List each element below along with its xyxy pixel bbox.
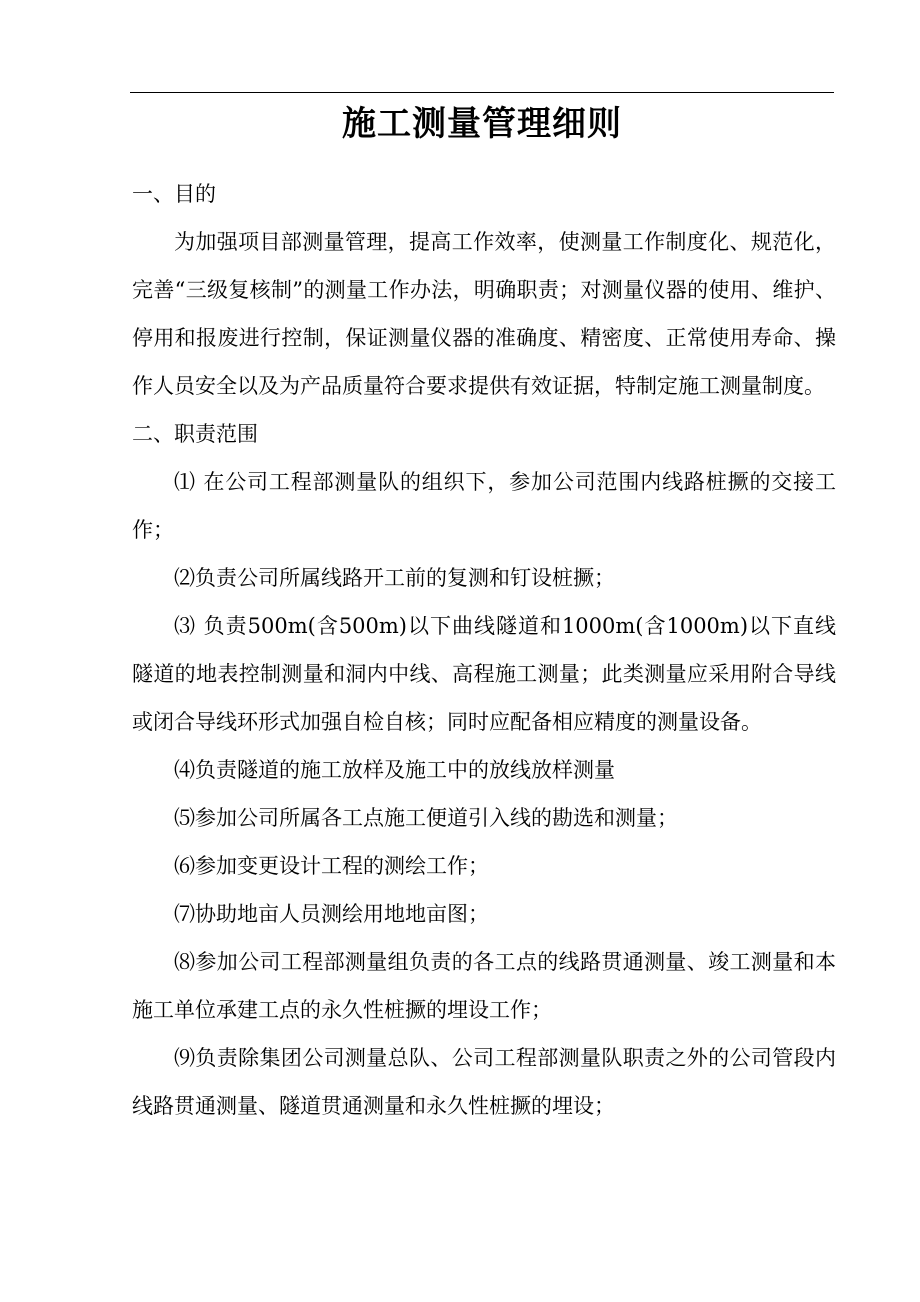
header-rule <box>130 92 834 93</box>
list-item: ⑷负责隧道的施工放样及施工中的放线放样测量 <box>174 758 615 782</box>
list-item: ⑼负责除集团公司测量总队、公司工程部测量队职责之外的公司管段内线路贯通测量、隧道贯通测量和永久性桩撅的埋设； <box>132 1046 836 1118</box>
list-item: ⑴ 在公司工程部测量队的组织下，参加公司范围内线路桩撅的交接工作； <box>132 470 836 542</box>
document-title: 施工测量管理细则 <box>342 104 622 144</box>
list-item: ⑸参加公司所属各工点施工便道引入线的勘选和测量； <box>174 806 678 830</box>
list-item: ⑵负责公司所属线路开工前的复测和钉设桩撅； <box>174 566 615 590</box>
list-item: ⑶ 负责500m(含500m)以下曲线隧道和1000m(含1000m)以下直线隧道的地表控制测量和洞内中线、高程施工测量；此类测量应采用附合导线或闭合导线环形式加强自检自核；同时应配备相应精度的测量设备。 <box>132 614 836 734</box>
list-item: ⑻参加公司工程部测量组负责的各工点的线路贯通测量、竣工测量和本施工单位承建工点的永久性桩撅的埋设工作； <box>132 950 836 1022</box>
section-heading-purpose: 一、目的 <box>132 182 216 206</box>
list-item: ⑺协助地亩人员测绘用地地亩图； <box>174 902 489 926</box>
section-heading-responsibilities: 二、职责范围 <box>132 422 258 446</box>
document-body <box>132 170 836 1130</box>
list-item: ⑹参加变更设计工程的测绘工作； <box>174 854 489 878</box>
section-paragraph-purpose: 为加强项目部测量管理，提高工作效率，使测量工作制度化、规范化，完善“三级复核制”的测量工作办法，明确职责；对测量仪器的使用、维护、停用和报废进行控制，保证测量仪器的准确度、精密度、正常使用寿命、操作人员安全以及为产品质量符合要求提供有效证据，特制定施工测量制度。 <box>132 230 836 398</box>
